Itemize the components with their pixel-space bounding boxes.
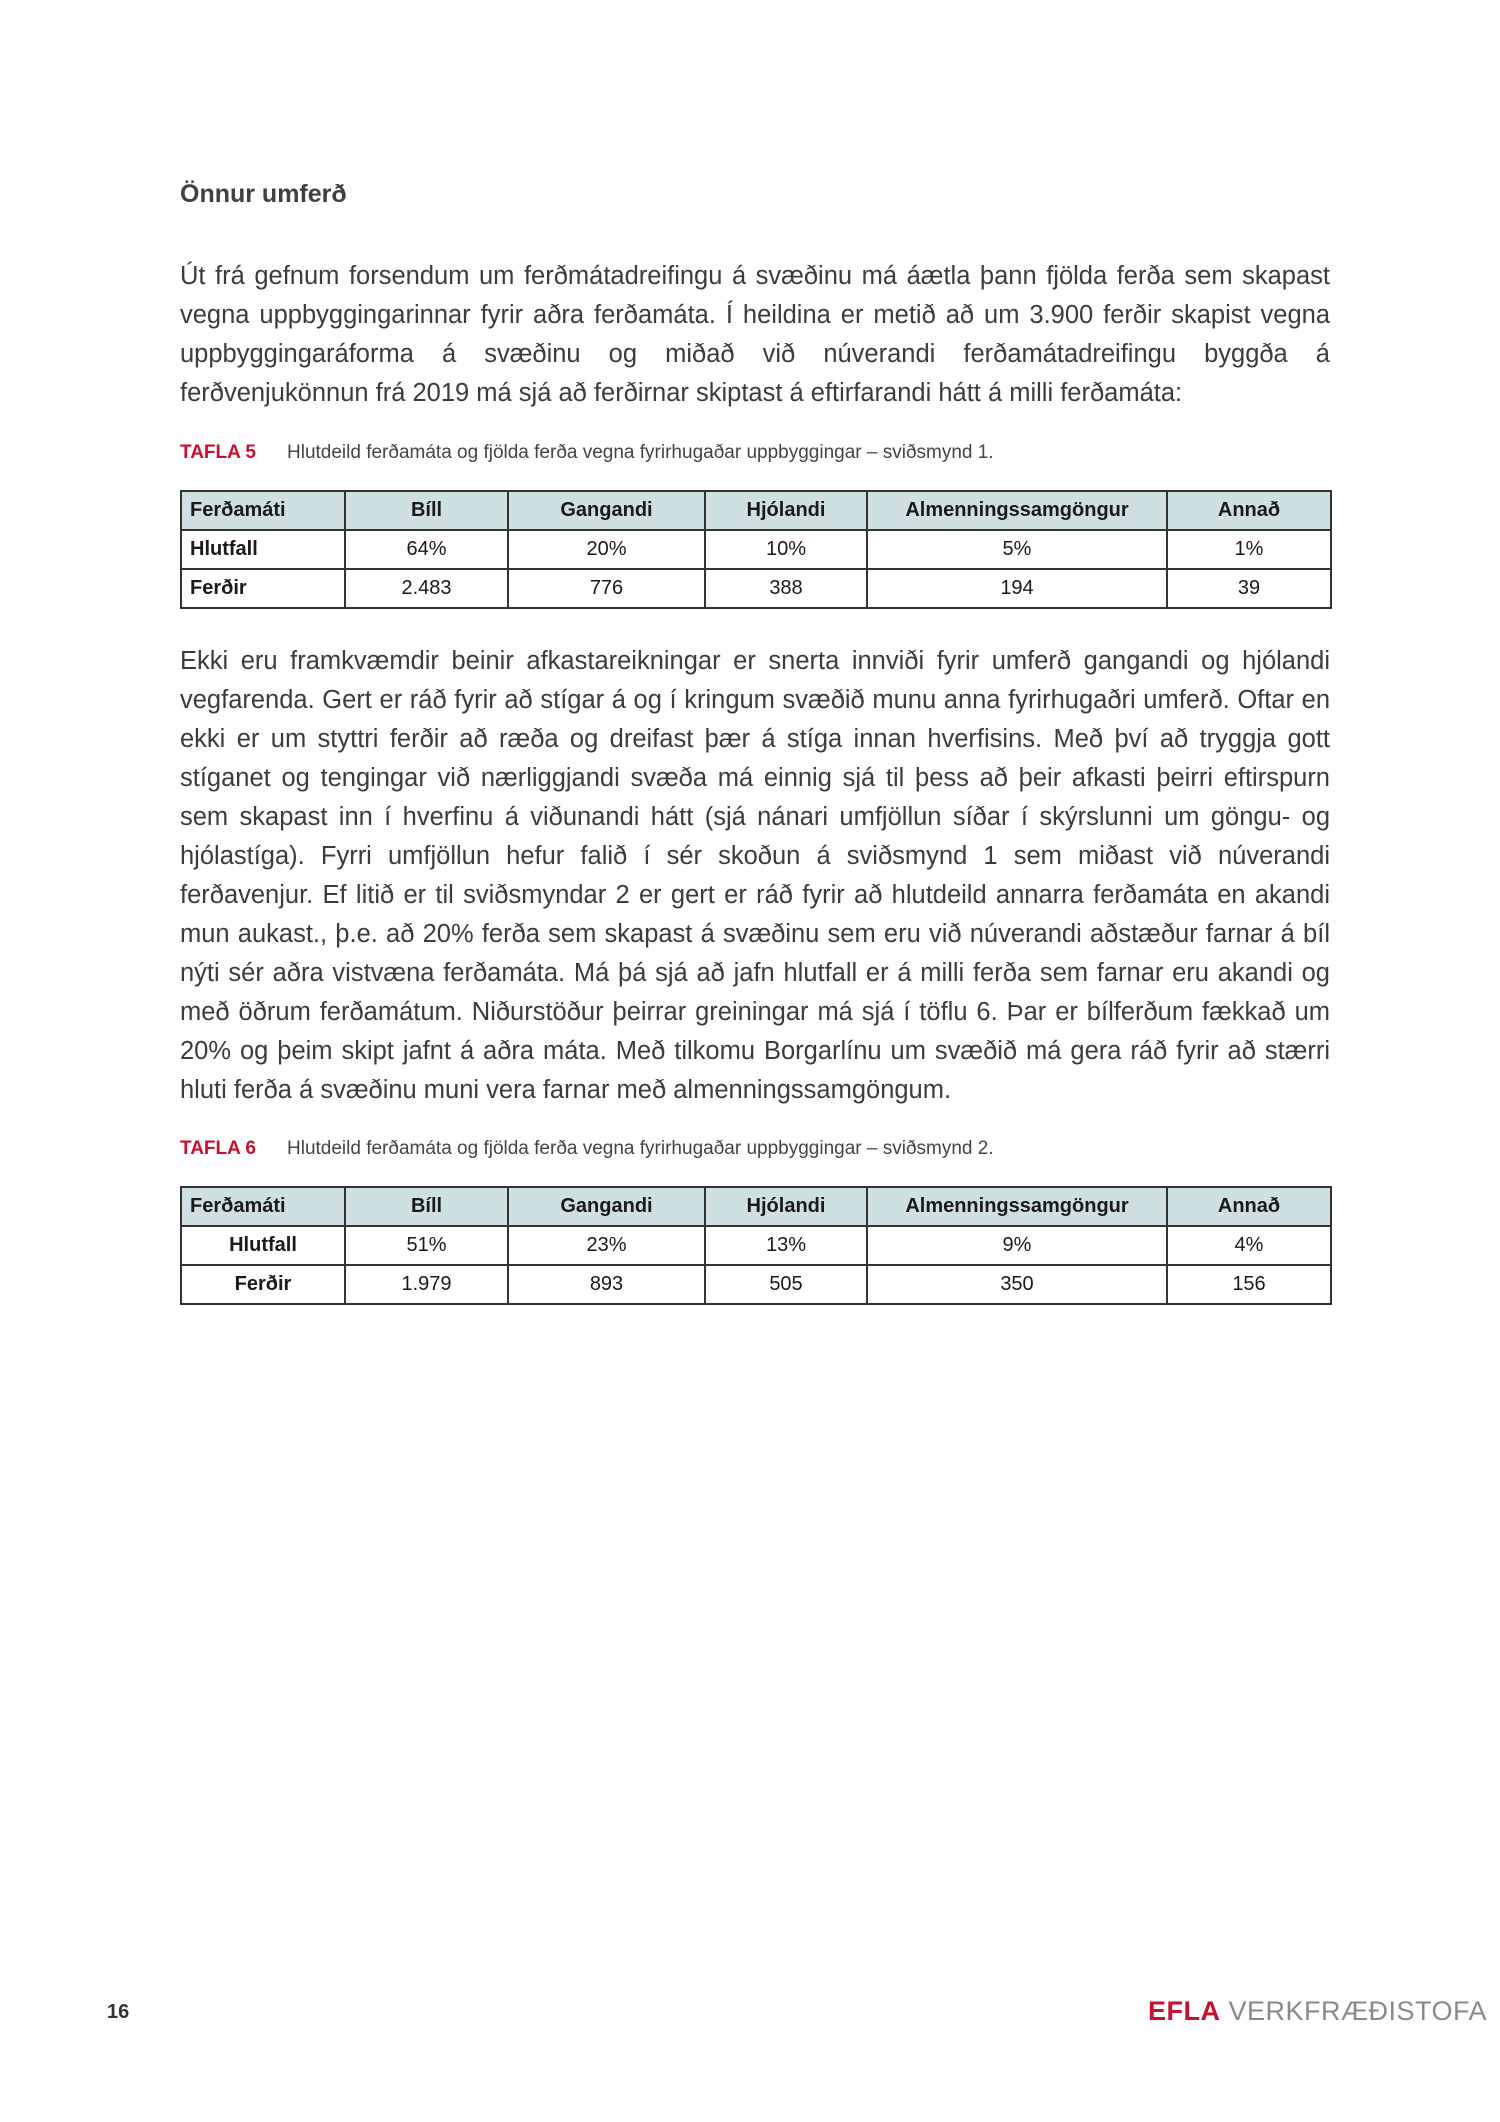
table5-label: TAFLA 5	[180, 442, 256, 463]
table-cell: Hlutfall	[181, 1226, 345, 1265]
table-cell: 10%	[705, 530, 867, 569]
table-cell: 893	[508, 1265, 705, 1304]
intro-paragraph: Út frá gefnum forsendum um ferðmátadreifingu á svæðinu má áætla þann fjölda ferða sem skapast vegna uppbyggingarinnar fyrir aðra ferðamáta. Í heildina er metið að um 3.900 ferðir skapist vegna uppbyggingaráforma á svæðinu og miðað við núverandi ferðamátadreifingu byggða á ferðvenjukönnun frá 2019 má sjá að ferðirnar skiptast á eftirfarandi hátt á milli ferðamáta:	[180, 262, 1330, 407]
table-cell: 156	[1167, 1265, 1331, 1304]
table-cell: 194	[867, 569, 1167, 608]
table6-caption-text: Hlutdeild ferðamáta og fjölda ferða vegna fyrirhugaðar uppbyggingar – sviðsmynd 2.	[287, 1138, 994, 1159]
table5-header-other: Annað	[1167, 491, 1331, 530]
table-row	[181, 1265, 1331, 1304]
table6-caption	[180, 1138, 994, 1160]
table6-header-row	[181, 1187, 1331, 1226]
table-cell: 13%	[705, 1226, 867, 1265]
page-number: 16	[107, 2001, 130, 2023]
table-cell: 1.979	[345, 1265, 508, 1304]
table6-header-other: Annað	[1167, 1187, 1331, 1226]
table-cell: 776	[508, 569, 705, 608]
table6-label: TAFLA 6	[180, 1138, 256, 1159]
table-cell: 39	[1167, 569, 1331, 608]
table-cell: 350	[867, 1265, 1167, 1304]
table5-header-car: Bíll	[345, 491, 508, 530]
table5-header-public-transport: Almenningssamgöngur	[867, 491, 1167, 530]
table-row	[181, 1226, 1331, 1265]
table6-header-public-transport: Almenningssamgöngur	[867, 1187, 1167, 1226]
table6	[180, 1186, 1332, 1305]
table-cell: 23%	[508, 1226, 705, 1265]
table-row	[181, 530, 1331, 569]
table6-header-cycling: Hjólandi	[705, 1187, 867, 1226]
table-cell: 1%	[1167, 530, 1331, 569]
table5-caption-text: Hlutdeild ferðamáta og fjölda ferða vegna fyrirhugaðar uppbyggingar – sviðsmynd 1.	[287, 442, 994, 463]
efla-logo	[1148, 1996, 1487, 2027]
table-row	[181, 569, 1331, 608]
table-cell: 388	[705, 569, 867, 608]
table5-caption	[180, 442, 994, 464]
table6-header-walking: Gangandi	[508, 1187, 705, 1226]
table-cell: 5%	[867, 530, 1167, 569]
table-cell: 2.483	[345, 569, 508, 608]
table5-header-walking: Gangandi	[508, 491, 705, 530]
table-cell: 505	[705, 1265, 867, 1304]
table-cell: 64%	[345, 530, 508, 569]
table-cell: 4%	[1167, 1226, 1331, 1265]
table-cell: 51%	[345, 1226, 508, 1265]
table5-header-cycling: Hjólandi	[705, 491, 867, 530]
body-paragraph: Ekki eru framkvæmdir beinir afkastareikningar er snerta innviði fyrir umferð gangandi og hjólandi vegfarenda. Gert er ráð fyrir að stígar á og í kringum svæðið munu anna fyrirhugaðri umferð. Oftar en ekki er um styttri ferðir að ræða og dreifast þær á stíga innan hverfisins. Með því að tryggja gott stíganet og tengingar við nærliggjandi svæða má einnig sjá til þess að þeir afkasti þeirri eftirspurn sem skapast inn í hverfinu á viðunandi hátt (sjá nánari umfjöllun síðar í skýrslunni um göngu- og hjólastíga). Fyrri umfjöllun hefur falið í sér skoðun á sviðsmynd 1 sem miðast við núverandi ferðavenjur. Ef litið er til sviðsmyndar 2 er gert er ráð fyrir að hlutdeild annarra ferðamáta en akandi mun aukast., þ.e. að 20% ferða sem skapast á svæðinu sem eru við núverandi aðstæður farnar á bíl nýti sér aðra vistvæna ferðamáta. Má þá sjá að jafn hlutfall er á milli ferða sem farnar eru akandi og með öðrum ferðamátum. Niðurstöður þeirrar greiningar má sjá í töflu 6. Þar er bílferðum fækkað um 20% og þeim skipt jafnt á aðra máta. Með tilkomu Borgarlínu um svæðið má gera ráð fyrir að stærri hluti ferða á svæðinu muni vera farnar með almenningssamgöngum.	[180, 647, 1330, 1104]
table-cell: 9%	[867, 1226, 1167, 1265]
table5-header-row	[181, 491, 1331, 530]
table5	[180, 490, 1332, 609]
table-cell: Ferðir	[181, 569, 345, 608]
logo-brand: EFLA	[1148, 1996, 1221, 2026]
logo-subtitle: VERKFRÆÐISTOFA	[1228, 1996, 1488, 2026]
table-cell: Ferðir	[181, 1265, 345, 1304]
table-cell: 20%	[508, 530, 705, 569]
table5-header-mode: Ferðamáti	[181, 491, 345, 530]
table6-header-mode: Ferðamáti	[181, 1187, 345, 1226]
section-heading: Önnur umferð	[180, 180, 347, 208]
table-cell: Hlutfall	[181, 530, 345, 569]
table6-header-car: Bíll	[345, 1187, 508, 1226]
